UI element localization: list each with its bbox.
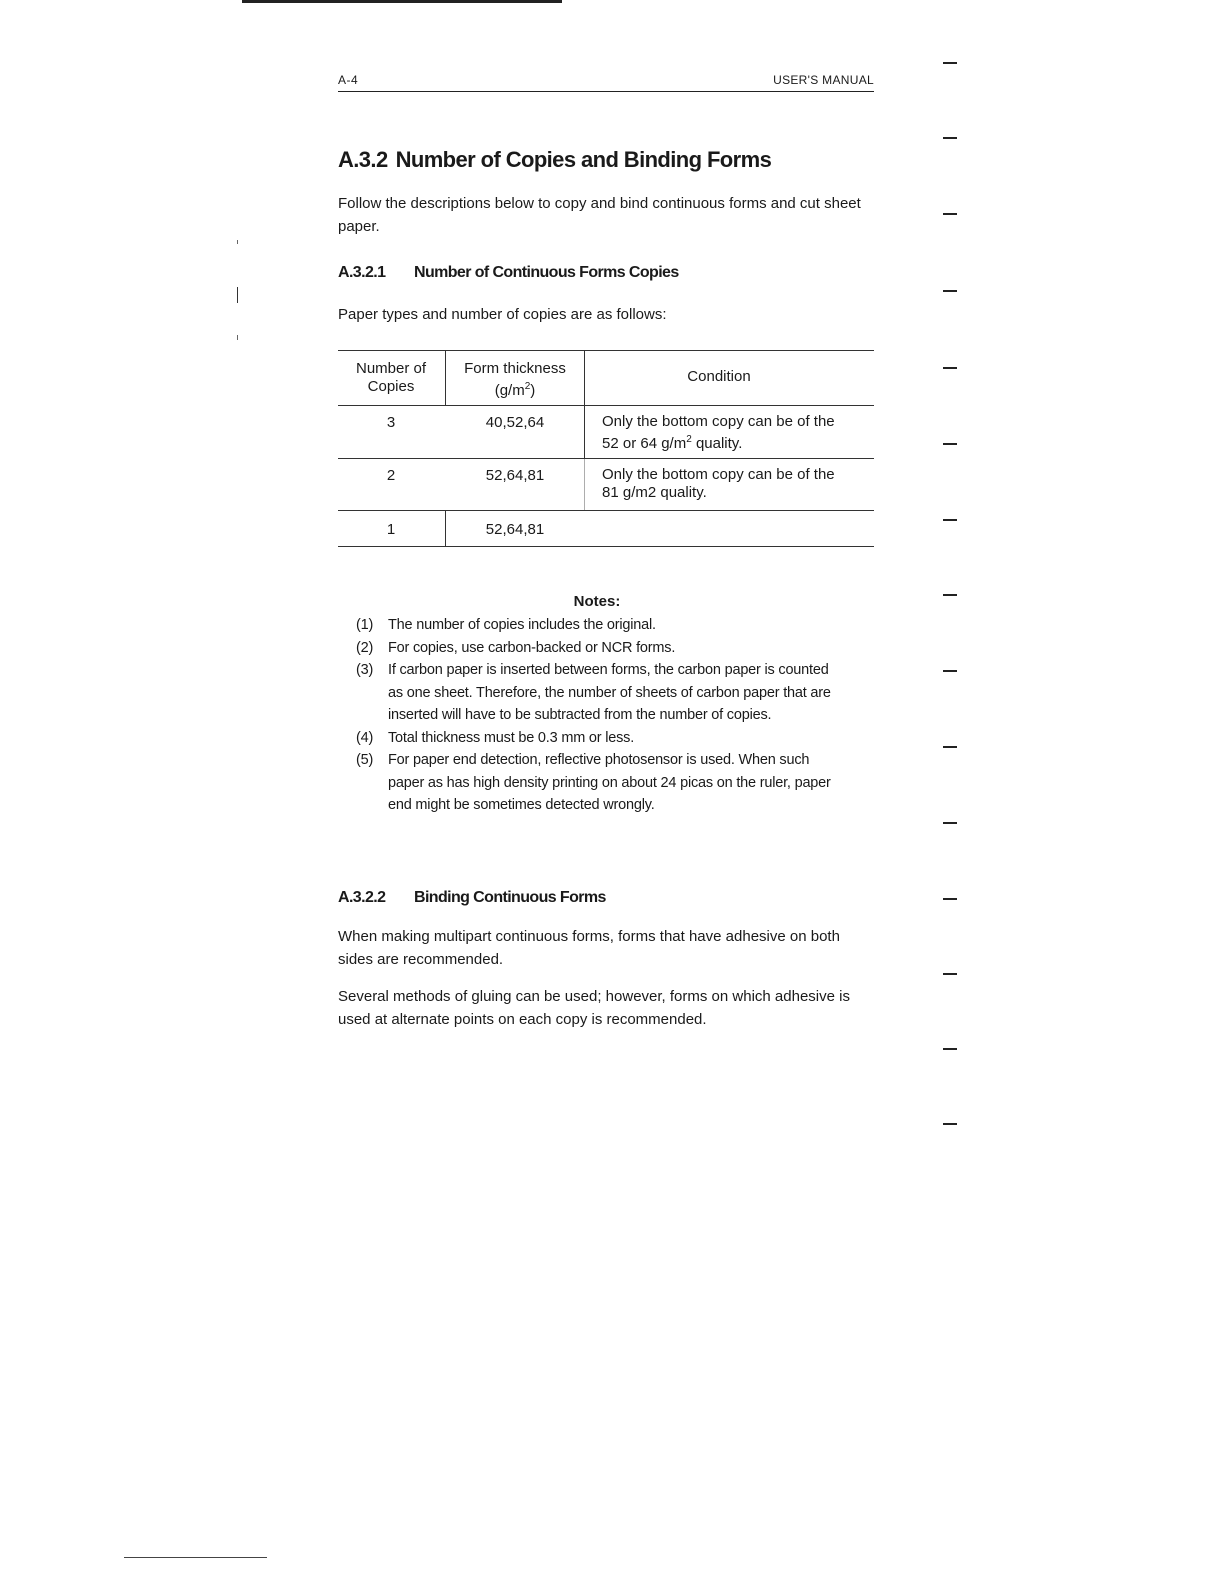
- header-thickness-end: ): [530, 382, 536, 399]
- scan-speck: [237, 287, 238, 303]
- note-item: [356, 727, 846, 750]
- running-header: USER'S MANUAL: [773, 73, 874, 87]
- subsection-number: A.3.2.2: [338, 889, 386, 906]
- section-title: [338, 147, 771, 173]
- note-item: [356, 614, 846, 637]
- table-cell-thickness: 52,64,81: [485, 467, 545, 484]
- table-header-thickness: [446, 360, 584, 400]
- table-divider: [584, 458, 585, 510]
- perforation-mark: [943, 519, 957, 521]
- note-item: [356, 659, 846, 727]
- table-cell-condition: [602, 413, 872, 453]
- paragraph: Several methods of gluing can be used; however, forms on which adhesive is used at alternate points on each copy is recommended.: [338, 988, 850, 1028]
- subsection-heading-1: [338, 264, 679, 282]
- header-thickness-line1: Form thickness: [464, 360, 566, 377]
- section-number: A.3.2: [338, 147, 388, 172]
- note-number: (1): [356, 617, 374, 633]
- copies-table: [338, 350, 874, 548]
- table-cell-copies: 3: [386, 414, 396, 431]
- paragraph: When making multipart continuous forms, forms that have adhesive on both sides are recommended.: [338, 928, 840, 968]
- condition-line2: [602, 431, 872, 453]
- condition-line1: Only the bottom copy can be of the: [602, 466, 835, 483]
- scan-top-rule: [242, 0, 562, 3]
- header-copies-line1: Number of: [355, 360, 427, 377]
- note-number: (3): [356, 662, 374, 678]
- header-thickness-sup: 2: [524, 381, 531, 392]
- scan-bottom-rule: [124, 1557, 267, 1558]
- table-cell-condition: [602, 466, 872, 502]
- perforation-mark: [943, 746, 957, 748]
- condition-line1: Only the bottom copy can be of the: [602, 413, 835, 430]
- note-text: For copies, use carbon-backed or NCR forms.: [388, 639, 676, 656]
- perforation-mark: [943, 290, 957, 292]
- perforation-mark: [943, 62, 957, 64]
- perforation-mark: [943, 973, 957, 975]
- table-cell-copies: 2: [386, 467, 396, 484]
- note-number: (5): [356, 752, 374, 768]
- note-item: [356, 749, 846, 817]
- condition-line2-a: 52 or 64 g/m: [602, 435, 687, 452]
- table-rule-bottom: [338, 546, 874, 547]
- perforation-mark: [943, 1123, 957, 1125]
- condition-line2: 81 g/m2 quality.: [602, 484, 707, 501]
- subsection-title: Binding Continuous Forms: [414, 889, 606, 906]
- perforation-mark: [943, 822, 957, 824]
- scan-speck: [237, 240, 238, 244]
- table-rule-row: [338, 458, 874, 459]
- table-header-condition: Condition: [687, 368, 751, 385]
- table-rule-row: [338, 510, 874, 511]
- table-cell-thickness: 52,64,81: [485, 521, 545, 538]
- perforation-mark: [943, 898, 957, 900]
- subsection-title: Number of Continuous Forms Copies: [414, 264, 679, 281]
- note-text: If carbon paper is inserted between forms, the carbon paper is counted as one sheet. Therefore, the number of sheets of carbon paper that are inserted will have to be subtracted from the number of copies.: [388, 662, 831, 723]
- table-cell-copies: 1: [386, 521, 396, 538]
- note-number: (4): [356, 729, 374, 746]
- condition-line2-sup: 2: [686, 434, 692, 445]
- perforation-mark: [943, 367, 957, 369]
- perforation-mark: [943, 137, 957, 139]
- section-title-text: Number of Copies and Binding Forms: [395, 147, 772, 172]
- table-rule-header: [338, 405, 874, 406]
- table-divider: [584, 350, 585, 458]
- perforation-mark: [943, 1048, 957, 1050]
- subsection-heading-2: [338, 889, 606, 907]
- header-copies-line2: Copies: [367, 378, 415, 395]
- note-number: (2): [356, 639, 374, 656]
- perforation-mark: [943, 670, 957, 672]
- page-number: A-4: [338, 73, 359, 87]
- table-header-copies: [338, 360, 444, 396]
- section-intro: Follow the descriptions below to copy and bind continuous forms and cut sheet paper.: [338, 195, 861, 235]
- notes-list: [356, 614, 846, 817]
- note-text: For paper end detection, reflective photosensor is used. When such paper as has high density printing on about 24 picas on the ruler, paper end might be sometimes detected wrongly.: [388, 752, 831, 813]
- header-thickness-unit: (g/m: [494, 382, 525, 399]
- header-rule: [338, 91, 874, 92]
- table-rule-top: [338, 350, 874, 351]
- notes-title: Notes:: [573, 593, 621, 610]
- perforation-mark: [943, 213, 957, 215]
- header-thickness-line2: [446, 378, 584, 400]
- perforation-mark: [943, 594, 957, 596]
- subsection-intro: Paper types and number of copies are as follows:: [338, 306, 667, 323]
- note-text: The number of copies includes the original.: [388, 617, 656, 633]
- subsection-number: A.3.2.1: [338, 264, 386, 281]
- table-cell-thickness: 40,52,64: [485, 414, 545, 431]
- perforation-mark: [943, 443, 957, 445]
- scan-speck: [237, 335, 238, 340]
- condition-line2-b: quality.: [691, 435, 743, 452]
- note-item: [356, 637, 846, 660]
- note-text: Total thickness must be 0.3 mm or less.: [388, 729, 635, 746]
